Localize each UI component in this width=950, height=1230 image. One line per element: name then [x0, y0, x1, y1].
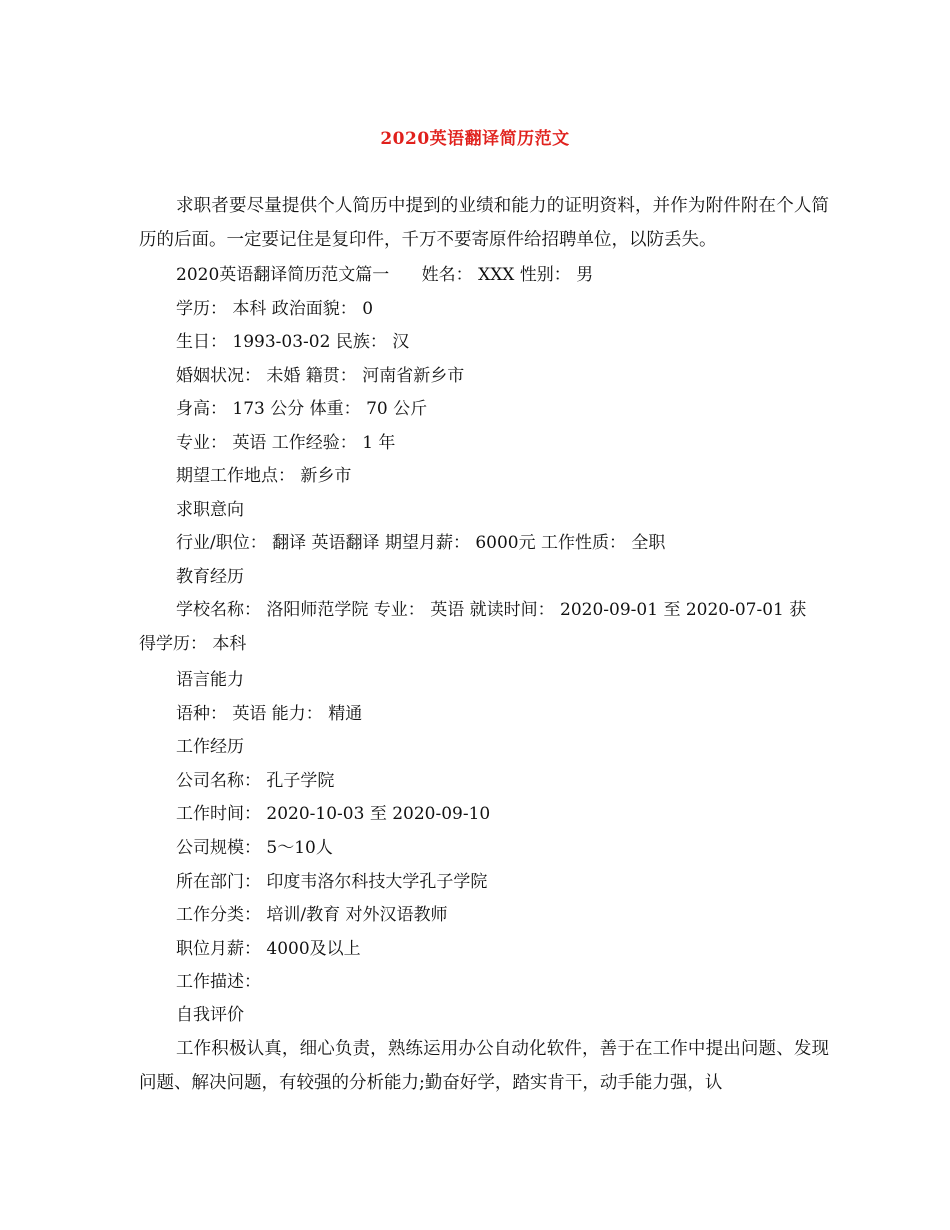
company-line: 公司名称： 孔子学院 — [176, 771, 335, 791]
self-evaluation-paragraph: 工作积极认真，细心负责，熟练运用办公自动化软件，善于在工作中提出问题、发现问题、解决问题，有较强的分析能力;勤奋好学，踏实肯干，动手能力强，认 — [139, 1039, 829, 1093]
height-weight-line: 身高： 173 公分 体重： 70 公斤 — [176, 399, 428, 419]
intent-heading: 求职意向 — [176, 500, 244, 520]
intent-line: 行业/职位： 翻译 英语翻译 期望月薪： 6000元 工作性质： 全职 — [176, 533, 666, 553]
category-line: 工作分类： 培训/教育 对外汉语教师 — [176, 905, 448, 925]
location-line: 期望工作地点： 新乡市 — [176, 466, 352, 486]
resume-header-line: 2020英语翻译简历范文篇一 姓名： XXX 性别： 男 — [176, 265, 594, 285]
school-line: 学校名称： 洛阳师范学院 专业： 英语 就读时间： 2020-09-01 至 2020-07-01 获得学历： 本科 — [139, 600, 807, 654]
major-line: 专业： 英语 工作经验： 1 年 — [176, 433, 396, 453]
language-line: 语种： 英语 能力： 精通 — [176, 704, 363, 724]
work-description-line: 工作描述： — [176, 972, 261, 992]
company-scale-line: 公司规模： 5～10人 — [176, 838, 333, 858]
education-heading: 教育经历 — [176, 567, 244, 587]
marital-line: 婚姻状况： 未婚 籍贯： 河南省新乡市 — [176, 366, 465, 386]
salary-line: 职位月薪： 4000及以上 — [176, 939, 361, 959]
department-line: 所在部门： 印度韦洛尔科技大学孔子学院 — [176, 872, 488, 892]
work-heading: 工作经历 — [176, 737, 244, 757]
self-evaluation-heading: 自我评价 — [176, 1005, 244, 1025]
work-time-line: 工作时间： 2020-10-03 至 2020-09-10 — [176, 804, 491, 824]
birthday-line: 生日： 1993-03-02 民族： 汉 — [176, 332, 410, 352]
intro-paragraph: 求职者要尽量提供个人简历中提到的业绩和能力的证明资料，并作为附件附在个人简历的后面。一定要记住是复印件，千万不要寄原件给招聘单位，以防丢失。 — [139, 196, 829, 250]
document-title: 2020英语翻译简历范文 — [380, 129, 570, 149]
education-level-line: 学历： 本科 政治面貌： 0 — [176, 299, 374, 319]
language-heading: 语言能力 — [176, 670, 244, 690]
